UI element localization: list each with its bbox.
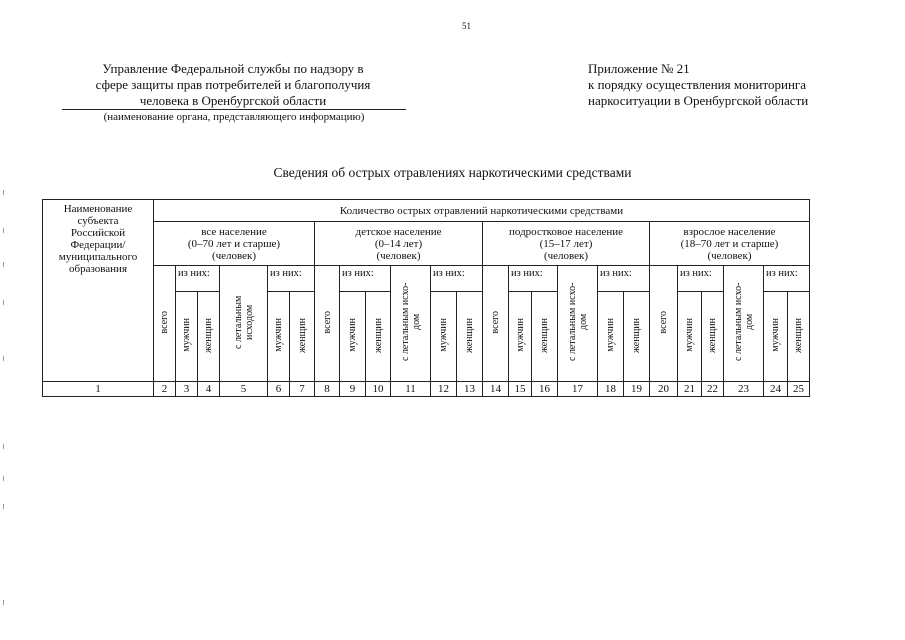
col-lethal-label: с летальным исхо-дом bbox=[566, 282, 589, 362]
scan-mark bbox=[3, 504, 4, 509]
of-them-header: из них: bbox=[598, 266, 650, 292]
col-women bbox=[290, 292, 315, 382]
group-line: (0–70 лет и старше) bbox=[187, 237, 281, 250]
group-line: (человек) bbox=[211, 249, 257, 262]
scan-mark bbox=[3, 356, 4, 361]
of-them-header: из них: bbox=[176, 266, 220, 292]
col-men bbox=[678, 292, 702, 382]
appendix-line: к порядку осуществления мониторинга bbox=[588, 77, 807, 92]
column-number: 18 bbox=[598, 382, 624, 397]
page-number: 51 bbox=[462, 21, 471, 31]
col-lethal bbox=[391, 266, 431, 382]
group-line: взрослое население bbox=[683, 225, 776, 238]
column-number-row bbox=[43, 382, 810, 397]
scan-mark bbox=[3, 600, 4, 605]
col-men bbox=[598, 292, 624, 382]
col-total-label: всего bbox=[658, 310, 669, 334]
group-header-teens bbox=[483, 222, 650, 266]
column-number: 23 bbox=[724, 382, 764, 397]
appendix-line: Приложение № 21 bbox=[588, 61, 690, 76]
name-header-cell bbox=[43, 200, 154, 382]
scan-mark bbox=[3, 262, 4, 267]
org-caption: (наименование органа, представляющего информацию) bbox=[103, 111, 365, 123]
col-total bbox=[315, 266, 340, 382]
name-header-line: субъекта bbox=[77, 215, 119, 227]
col-women-label: женщин bbox=[372, 317, 384, 353]
col-men-label: мужчин bbox=[605, 318, 616, 352]
col-women bbox=[702, 292, 724, 382]
col-total bbox=[154, 266, 176, 382]
column-number: 22 bbox=[702, 382, 724, 397]
org-underline bbox=[62, 109, 406, 110]
col-total-label: всего bbox=[490, 310, 501, 334]
col-total-label: всего bbox=[321, 310, 333, 334]
group-line: детское население bbox=[355, 225, 442, 238]
scan-mark bbox=[3, 190, 4, 195]
col-women-label: женщин bbox=[707, 317, 718, 353]
column-number: 20 bbox=[650, 382, 678, 397]
column-number: 17 bbox=[558, 382, 598, 397]
col-lethal bbox=[724, 266, 764, 382]
col-men-label: мужчин bbox=[181, 318, 192, 352]
col-women bbox=[366, 292, 391, 382]
column-number: 21 bbox=[678, 382, 702, 397]
col-men-label: мужчин bbox=[273, 318, 284, 352]
col-women-label: женщин bbox=[631, 317, 642, 353]
col-men-label: мужчин bbox=[684, 318, 695, 352]
col-total bbox=[650, 266, 678, 382]
scan-mark bbox=[3, 228, 4, 233]
scan-mark bbox=[3, 300, 4, 305]
col-women bbox=[624, 292, 650, 382]
group-line: (18–70 лет и старше) bbox=[680, 237, 779, 250]
col-women bbox=[788, 292, 810, 382]
col-women-label: женщин bbox=[539, 317, 550, 353]
column-number: 8 bbox=[315, 382, 340, 397]
col-total bbox=[483, 266, 509, 382]
col-lethal bbox=[220, 266, 268, 382]
group-line: все население bbox=[201, 225, 267, 238]
scan-mark bbox=[3, 444, 4, 449]
col-women bbox=[457, 292, 483, 382]
column-number: 12 bbox=[431, 382, 457, 397]
col-lethal-label: с летальным исходом bbox=[232, 295, 255, 349]
document-title: Сведения об острых отравлениях наркотическими средствами bbox=[273, 165, 632, 180]
column-number: 3 bbox=[176, 382, 198, 397]
col-lethal-label: с летальным исхо-дом bbox=[399, 282, 422, 362]
column-number: 24 bbox=[764, 382, 788, 397]
group-line: (человек) bbox=[707, 249, 752, 262]
column-number: 10 bbox=[366, 382, 391, 397]
column-number: 16 bbox=[532, 382, 558, 397]
of-them-header: из них: bbox=[509, 266, 558, 292]
column-number: 5 bbox=[220, 382, 268, 397]
of-them-header: из них: bbox=[340, 266, 391, 292]
group-line: (0–14 лет) bbox=[374, 237, 423, 250]
col-women-label: женщин bbox=[296, 317, 308, 353]
group-line: (человек) bbox=[376, 249, 421, 262]
appendix-line: наркоситуации в Оренбургской области bbox=[588, 93, 809, 108]
org-line: сфере защиты прав потребителей и благополучия bbox=[95, 77, 371, 92]
col-women-label: женщин bbox=[203, 317, 214, 353]
report-table bbox=[42, 199, 810, 397]
name-header-line: Федерации/ bbox=[70, 239, 126, 251]
col-men-label: мужчин bbox=[770, 318, 781, 352]
col-lethal bbox=[558, 266, 598, 382]
scan-mark bbox=[3, 476, 4, 481]
column-number: 6 bbox=[268, 382, 290, 397]
group-header-children bbox=[315, 222, 483, 266]
col-men bbox=[268, 292, 290, 382]
col-lethal-label: с летальным исхо-дом bbox=[732, 282, 755, 362]
org-line: Управление Федеральной службы по надзору в bbox=[102, 61, 364, 76]
name-header-line: Наименование bbox=[63, 203, 133, 215]
column-number: 11 bbox=[391, 382, 431, 397]
col-women bbox=[198, 292, 220, 382]
col-men bbox=[340, 292, 366, 382]
appendix-reference bbox=[588, 61, 858, 109]
group-line: (человек) bbox=[543, 249, 589, 262]
col-total-label: всего bbox=[159, 310, 170, 334]
name-header-line: муниципального bbox=[58, 251, 138, 263]
of-them-header: из них: bbox=[268, 266, 315, 292]
column-number: 1 bbox=[43, 382, 154, 397]
col-men bbox=[176, 292, 198, 382]
column-number: 15 bbox=[509, 382, 532, 397]
col-women bbox=[532, 292, 558, 382]
col-men-label: мужчин bbox=[347, 318, 358, 352]
group-header-all bbox=[154, 222, 315, 266]
column-number: 2 bbox=[154, 382, 176, 397]
column-number: 14 bbox=[483, 382, 509, 397]
group-line: подростковое население bbox=[509, 225, 623, 238]
org-line: человека в Оренбургской области bbox=[139, 93, 327, 108]
name-header-line: образования bbox=[68, 263, 128, 275]
of-them-header: из них: bbox=[764, 266, 810, 292]
group-line: (15–17 лет) bbox=[539, 237, 593, 250]
quantity-header: Количество острых отравлений наркотическими средствами bbox=[154, 200, 810, 222]
col-men bbox=[764, 292, 788, 382]
column-number: 19 bbox=[624, 382, 650, 397]
column-number: 4 bbox=[198, 382, 220, 397]
col-men-label: мужчин bbox=[514, 318, 526, 352]
col-men bbox=[431, 292, 457, 382]
col-men bbox=[509, 292, 532, 382]
column-number: 9 bbox=[340, 382, 366, 397]
column-number: 7 bbox=[290, 382, 315, 397]
name-header-line: Российской bbox=[70, 227, 126, 239]
col-women-label: женщин bbox=[793, 317, 804, 353]
col-men-label: мужчин bbox=[438, 318, 449, 352]
organization-name bbox=[58, 61, 408, 109]
of-them-header: из них: bbox=[678, 266, 724, 292]
column-number: 13 bbox=[457, 382, 483, 397]
column-number: 25 bbox=[788, 382, 810, 397]
col-women-label: женщин bbox=[464, 317, 475, 353]
group-header-adults bbox=[650, 222, 810, 266]
of-them-header: из них: bbox=[431, 266, 483, 292]
